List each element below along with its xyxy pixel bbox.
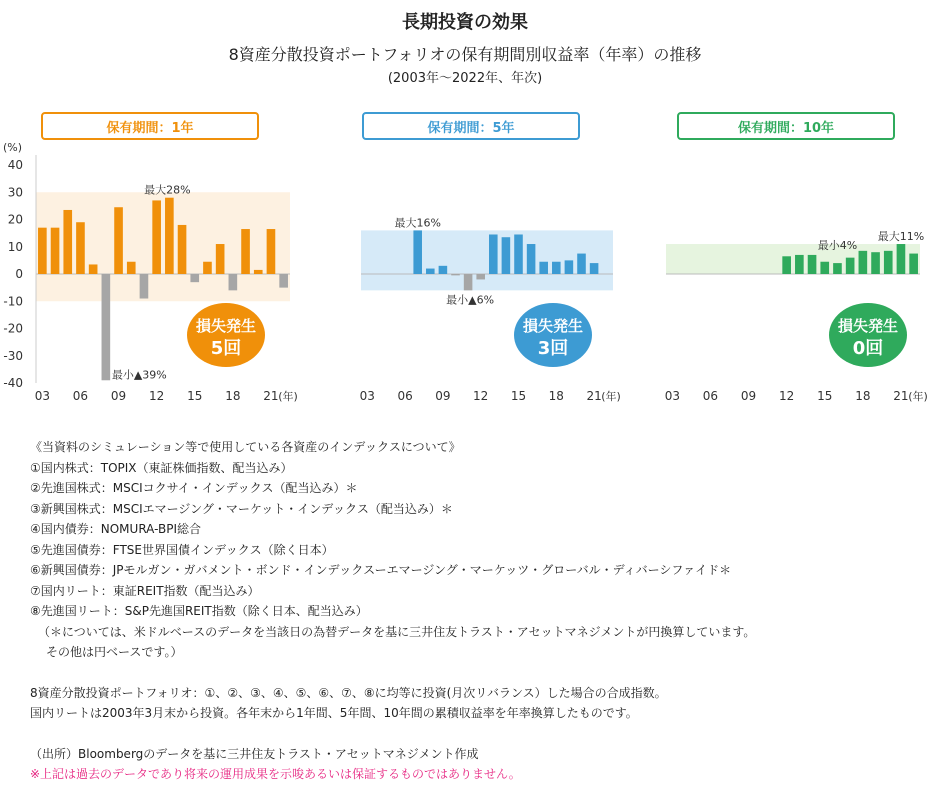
x-tick-label: 15 bbox=[510, 389, 527, 403]
chart-bar bbox=[229, 274, 238, 290]
chart-bar bbox=[464, 274, 473, 290]
chart-bar bbox=[846, 258, 855, 274]
page-title: 長期投資の効果 bbox=[402, 12, 528, 33]
loss-badge-count: 3回 bbox=[537, 338, 569, 359]
panel-label-5year: 保有期間：5年 bbox=[362, 112, 580, 140]
chart-bar bbox=[279, 274, 288, 288]
chart-bar bbox=[871, 252, 880, 274]
x-tick-label: 18 bbox=[855, 389, 871, 403]
y-unit-label: (%) bbox=[3, 141, 23, 154]
x-unit-label: (年) bbox=[278, 390, 298, 403]
chart-bar bbox=[859, 251, 868, 274]
chart-bar bbox=[127, 262, 136, 274]
max-annotation: 最大11% bbox=[877, 230, 925, 244]
chart-bar bbox=[565, 260, 574, 274]
loss-badge-label: 損失発生 bbox=[522, 317, 584, 335]
chart-bar bbox=[178, 225, 187, 274]
x-tick-label: 12 bbox=[149, 389, 165, 403]
chart-bar bbox=[216, 244, 225, 274]
chart-bar bbox=[552, 262, 561, 274]
y-tick-label: 20 bbox=[7, 212, 23, 227]
notes-item: ⑤先進国債券：FTSE世界国債インデックス（除く日本） bbox=[30, 542, 334, 557]
x-unit-label: (年) bbox=[601, 390, 621, 403]
chart-bar bbox=[476, 274, 485, 279]
min-annotation: 最小4% bbox=[817, 239, 858, 253]
notes-heading: 《当資料のシミュレーション等で使用している各資産のインデックスについて》 bbox=[30, 440, 461, 454]
notes-item: ④国内債券：NOMURA-BPI総合 bbox=[30, 522, 202, 536]
chart-bar bbox=[267, 229, 276, 274]
value-range-band bbox=[361, 230, 613, 290]
max-annotation: 最大28% bbox=[144, 183, 191, 197]
notes-warning: ※上記は過去のデータであり将来の運用成果を示唆あるいは保証するものではありません。 bbox=[30, 767, 521, 781]
x-tick-label: 06 bbox=[702, 389, 719, 403]
x-tick-label: 12 bbox=[779, 389, 795, 403]
loss-badge-label: 損失発生 bbox=[837, 317, 899, 335]
chart-bar bbox=[489, 234, 498, 274]
x-tick-label: 15 bbox=[187, 389, 203, 403]
x-tick-label: 03 bbox=[664, 389, 680, 403]
loss-badge-count: 0回 bbox=[852, 338, 884, 359]
y-tick-label: -30 bbox=[3, 348, 23, 363]
chart-bar bbox=[413, 230, 422, 274]
y-tick-label: -10 bbox=[3, 294, 23, 309]
chart-bar bbox=[426, 269, 435, 274]
loss-badge-count: 5回 bbox=[210, 338, 242, 359]
notes-asterisk: （＊については、米ドルベースのデータを当該日の為替データを基に三井住友トラスト・アセットマネジメントが円換算しています。 bbox=[38, 624, 756, 639]
max-annotation: 最大16% bbox=[394, 216, 441, 230]
chart-bar bbox=[514, 234, 523, 274]
x-tick-label: 09 bbox=[740, 389, 757, 403]
notes-portfolio: 国内リートは2003年3月末から投資。各年末から1年間、5年間、10年間の累積収益率を年率換算したものです。 bbox=[30, 706, 638, 720]
chart-bar bbox=[590, 263, 599, 274]
y-tick-label: -20 bbox=[3, 321, 23, 336]
notes-asterisk: その他は円ベースです。） bbox=[46, 645, 183, 659]
x-tick-label: 18 bbox=[225, 389, 241, 403]
chart-bar bbox=[76, 222, 85, 274]
chart-bar bbox=[241, 229, 250, 274]
chart-bar bbox=[820, 262, 829, 274]
notes-item: ①国内株式：TOPIX（東証株価指数、配当込み） bbox=[30, 460, 293, 475]
chart-bar bbox=[140, 274, 149, 299]
x-tick-label: 09 bbox=[110, 389, 127, 403]
chart-bar bbox=[152, 200, 161, 274]
x-tick-label: 09 bbox=[435, 389, 451, 403]
x-tick-label: 06 bbox=[72, 389, 89, 403]
x-tick-label: 12 bbox=[473, 389, 489, 403]
panel-label-10year: 保有期間：10年 bbox=[677, 112, 895, 140]
x-tick-label: 03 bbox=[34, 389, 50, 403]
y-tick-label: 40 bbox=[7, 158, 23, 172]
chart-bar bbox=[102, 274, 111, 380]
y-tick-label: -40 bbox=[3, 376, 23, 390]
chart-bar bbox=[577, 254, 586, 274]
notes-portfolio: 8資産分散投資ポートフォリオ：①、②、③、④、⑤、⑥、⑦、⑧に均等に投資(月次リバランス）した場合の合成指数。 bbox=[30, 685, 667, 700]
chart-bar bbox=[808, 255, 817, 274]
min-annotation: 最小▲39% bbox=[111, 368, 167, 382]
loss-badge-label: 損失発生 bbox=[195, 317, 257, 335]
chart-bar bbox=[38, 228, 47, 274]
chart-period: (2003年〜2022年、年次) bbox=[387, 71, 543, 86]
notes-item: ⑧先進国リート：S&P先進国REIT指数（除く日本、配当込み） bbox=[30, 604, 368, 618]
notes-source: （出所）Bloombergのデータを基に三井住友トラスト・アセットマネジメント作成 bbox=[30, 746, 479, 761]
y-tick-label: 30 bbox=[7, 185, 23, 200]
notes-section bbox=[30, 437, 920, 785]
chart-bar bbox=[203, 262, 212, 274]
chart-bar bbox=[527, 244, 536, 274]
notes-item: ⑥新興国債券：JPモルガン・ガバメント・ボンド・インデックスーエマージング・マーケッツ・グローバル・ディバーシファイド＊ bbox=[30, 563, 732, 577]
x-tick-label: 18 bbox=[548, 389, 564, 403]
chart-bar bbox=[190, 274, 199, 282]
x-unit-label: (年) bbox=[908, 390, 928, 403]
chart-bar bbox=[909, 254, 918, 274]
chart-bar bbox=[89, 264, 98, 274]
min-annotation: 最小▲6% bbox=[446, 293, 495, 307]
chart-bar bbox=[502, 237, 511, 274]
y-tick-label: 0 bbox=[15, 267, 23, 281]
chart-bar bbox=[795, 255, 804, 274]
chart-subtitle: 8資産分散投資ポートフォリオの保有期間別収益率（年率）の推移 bbox=[228, 45, 702, 64]
chart-bar bbox=[114, 207, 123, 274]
notes-item: ⑦国内リート：東証REIT指数（配当込み） bbox=[30, 583, 260, 598]
x-tick-label: 06 bbox=[397, 389, 413, 403]
chart-bar bbox=[51, 228, 60, 274]
x-tick-label: 21 bbox=[893, 389, 909, 403]
notes-item: ③新興国株式：MSCIエマージング・マーケット・インデックス（配当込み）＊ bbox=[30, 501, 453, 516]
x-tick-label: 15 bbox=[817, 389, 833, 403]
chart-bar bbox=[897, 244, 906, 274]
x-tick-label: 03 bbox=[359, 389, 375, 403]
chart-bar bbox=[439, 266, 448, 274]
chart-bar bbox=[254, 270, 263, 274]
value-range-band bbox=[666, 244, 920, 274]
chart-bar bbox=[782, 256, 791, 274]
value-range-band bbox=[36, 192, 290, 301]
chart-bar bbox=[451, 274, 460, 275]
panel-label-1year: 保有期間：1年 bbox=[41, 112, 259, 140]
chart-bar bbox=[63, 210, 72, 274]
y-tick-label: 10 bbox=[7, 239, 23, 254]
chart-bar bbox=[884, 251, 893, 274]
chart-bar bbox=[165, 198, 174, 274]
x-tick-label: 21 bbox=[263, 389, 279, 403]
chart-bar bbox=[539, 262, 548, 274]
notes-item: ②先進国株式：MSCIコクサイ・インデックス（配当込み）＊ bbox=[30, 481, 358, 495]
chart-bar bbox=[833, 263, 842, 274]
x-tick-label: 21 bbox=[586, 389, 602, 403]
